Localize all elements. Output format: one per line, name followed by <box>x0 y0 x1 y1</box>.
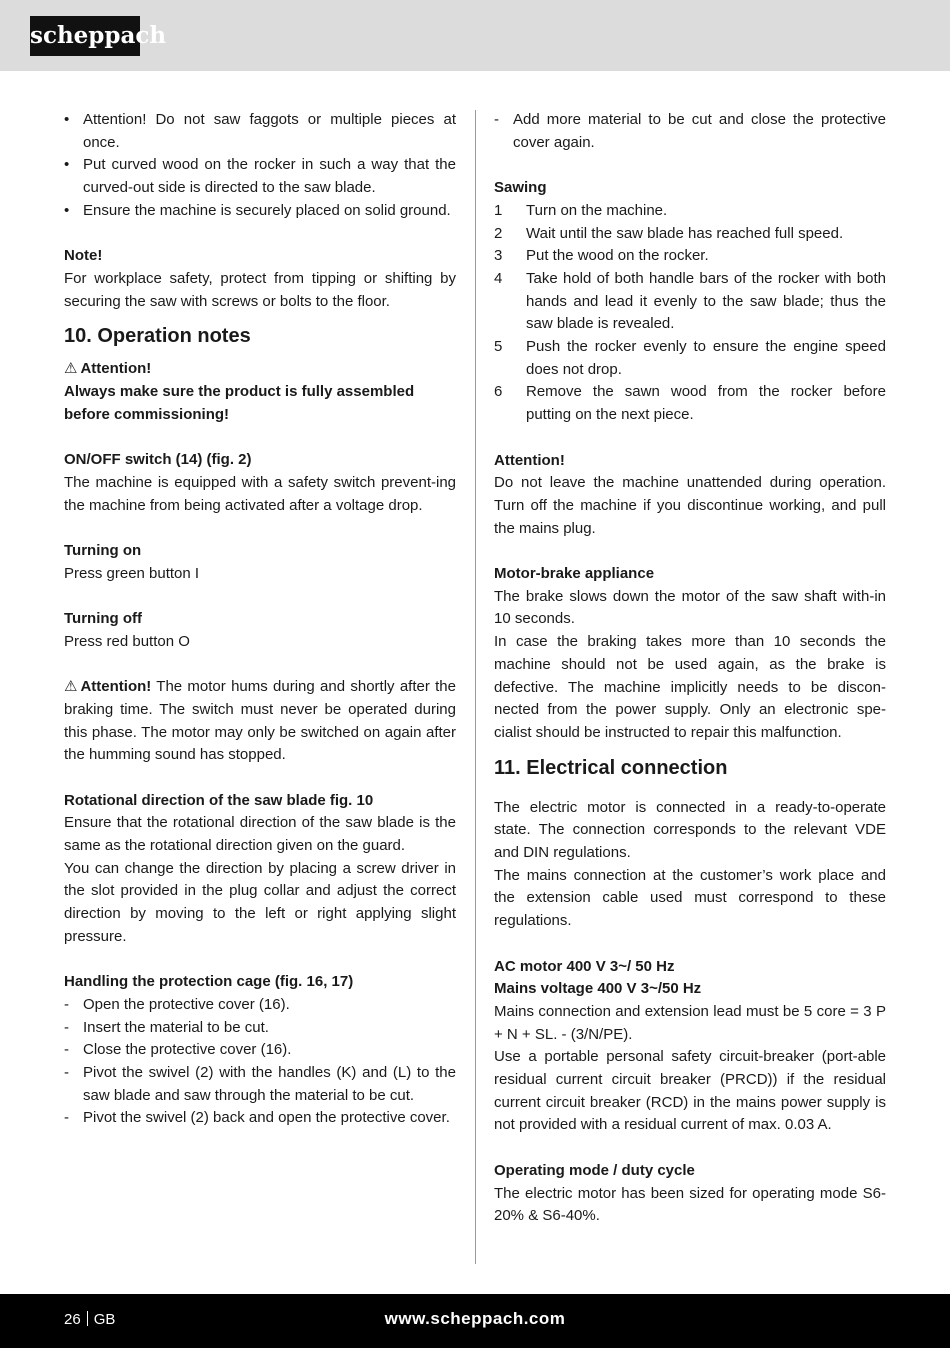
cage-steps-continued <box>494 109 886 154</box>
list-item: 2 Wait until the saw blade has reached full speed. <box>494 224 844 242</box>
sawing-steps-list <box>494 200 886 427</box>
mains-voltage-spec: Mains voltage 400 V 3~/50 Hz <box>494 980 702 998</box>
attention-text: Always make sure the product is fully assembled before commissioning! <box>64 383 415 423</box>
column-divider <box>475 110 476 1264</box>
duty-text: The electric motor has been sized for operating mode S6-20% & S6-40%. <box>494 1184 886 1225</box>
list-item: • Ensure the machine is securely placed on solid ground. <box>64 201 451 219</box>
brake-text: In case the braking takes more than 10 seconds the machine should not be used again, as the brake is defective. The machine implicitly needs to be discon-nected from the power supply. Only an electronic spe-cialist should be instructed to repair this malfunction. <box>494 633 886 741</box>
electrical-text: The electric motor is connected in a ready-to-operate state. The connection corresponds to the relevant VDE and DIN regulations. <box>494 798 886 862</box>
warning-icon: ⚠ <box>64 678 78 696</box>
onoff-text: The machine is equipped with a safety switch prevent-ing the machine from being activated after a voltage drop. <box>64 473 456 514</box>
turning-on-heading: Turning on <box>64 541 142 559</box>
attention-text: Do not leave the machine unattended during operation. Turn off the machine if you discontinue working, and pull the mains plug. <box>494 474 886 537</box>
duty-heading: Operating mode / duty cycle <box>494 1161 695 1179</box>
list-item: 3 Put the wood on the rocker. <box>494 247 709 265</box>
list-item: 5 Push the rocker evenly to ensure the engine speed does not drop. <box>494 338 886 378</box>
note-text: For workplace safety, protect from tipping or shifting by securing the saw with screws or bolts to the floor. <box>64 269 456 310</box>
list-item: - Open the protective cover (16). <box>64 995 290 1013</box>
left-column <box>64 109 456 1130</box>
list-item: - Add more material to be cut and close the protective cover again. <box>494 111 886 151</box>
electrical-text: The mains connection at the customer’s work place and the extension cable used must correspond to these regulations. <box>494 866 886 930</box>
sawing-heading: Sawing <box>494 179 547 197</box>
section-11-title: 11. Electrical connection <box>494 756 728 779</box>
warning-icon: ⚠ <box>64 360 78 378</box>
turning-off-text: Press red button O <box>64 632 190 650</box>
list-item: - Close the protective cover (16). <box>64 1041 292 1059</box>
note-heading: Note! <box>64 247 103 265</box>
cage-heading: Handling the protection cage (fig. 16, 17) <box>64 973 354 991</box>
list-item: - Insert the material to be cut. <box>64 1018 269 1036</box>
section-10-title: 10. Operation notes <box>64 325 251 348</box>
footer-bar <box>0 1294 950 1348</box>
safety-bullet-list <box>64 109 456 223</box>
list-item: 4 Take hold of both handle bars of the rocker with both hands and lead it evenly to the saw blade; thus the saw blade is revealed. <box>494 269 886 333</box>
list-item: 1 Turn on the machine. <box>494 201 668 219</box>
ac-motor-spec: AC motor 400 V 3~/ 50 Hz <box>494 957 675 975</box>
list-item: 6 Remove the sawn wood from the rocker before putting on the next piece. <box>494 383 886 424</box>
rotation-heading: Rotational direction of the saw blade fig. 10 <box>64 791 374 809</box>
attention-heading: Attention! <box>494 451 565 469</box>
turning-off-heading: Turning off <box>64 610 143 627</box>
attention-motor-paragraph: ⚠ Attention! The motor hums during and shortly after the braking time. The switch must never be operated during this phase. The motor may only be switched on again after the humming sound has stopped. <box>64 678 456 764</box>
rotation-text: You can change the direction by placing a screw driver in the slot provided in the plug collar and adjust the correct direction by moving to the left or right applying slight pressure. <box>64 859 456 945</box>
brake-heading: Motor-brake appliance <box>494 565 655 583</box>
cage-steps-list <box>64 994 456 1130</box>
scheppach-logo: scheppach <box>30 16 140 56</box>
page-number: 26 GB <box>64 1311 116 1328</box>
turning-on-text: Press green button I <box>64 564 200 582</box>
list-item: - Pivot the swivel (2) back and open the protective cover. <box>64 1109 450 1127</box>
header-bar <box>0 0 950 71</box>
attention-heading: ⚠ Attention! <box>64 358 456 381</box>
prcd-text: Use a portable personal safety circuit-breaker (port-able residual current circuit breaker (PRCD)) if the residual current circuit breaker (RCD) in the mains power supply is not provided with a residual current of max. 0.03 A. <box>494 1048 886 1134</box>
mains-text: Mains connection and extension lead must be 5 core = 3 P + N + SL. - (3/N/PE). <box>494 1002 886 1043</box>
brake-text: The brake slows down the motor of the saw shaft with-in 10 seconds. <box>494 587 886 628</box>
right-column <box>494 109 886 1228</box>
rotation-text: Ensure that the rotational direction of the saw blade is the same as the rotational direction given on the guard. <box>64 814 456 854</box>
onoff-heading: ON/OFF switch (14) (fig. 2) <box>64 451 252 469</box>
list-item: - Pivot the swivel (2) with the handles (K) and (L) to the saw blade and saw through the material to be cut. <box>64 1064 456 1104</box>
list-item: • Attention! Do not saw faggots or multiple pieces at once. <box>64 111 456 151</box>
list-item: • Put curved wood on the rocker in such a way that the curved-out side is directed to the saw blade. <box>64 156 456 197</box>
website-url: www.scheppach.com <box>384 1309 566 1328</box>
